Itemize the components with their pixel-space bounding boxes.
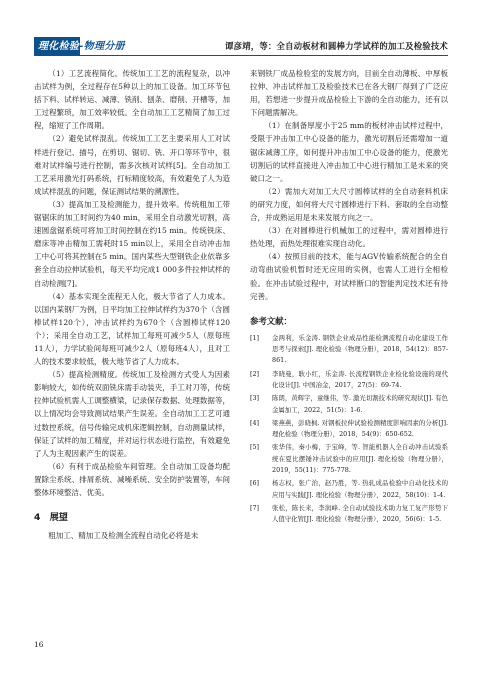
reference-number: [6] xyxy=(250,479,260,488)
reference-text: 李晓曼，耿小红，乐金涛. 长流程钢铁企业检化验设施的现代化设计[J]. 中国冶金，2017，27(5)：69-74. xyxy=(272,369,448,389)
left-column xyxy=(34,67,230,542)
reference-number: [5] xyxy=(250,443,260,452)
reference-text: 金两利，乐金涛. 钢铁企业成品性能检测流程自动化建设工作思考与探索[J]. 理化检验（物理分册），2018，54(12)：857-861. xyxy=(272,333,448,365)
paragraph: （6）有利于成品检验车间管理。全自动加工设备均配置除尘系统、排屑系统、减噪系统、安全防护装置等，车间整体环境整洁、优美。 xyxy=(34,461,230,497)
section-heading: 4 展望 xyxy=(34,512,68,524)
paragraph: （1）在制备厚度小于25 mm的板材冲击试样过程中，受限于冲击加工中心设备的能力，激光切割后还需增加一道锯床减薄工序，如何提升冲击加工中心设备的能力，使激光切割后的试样直接进入冲击加工中心进行精加工是未来的突破口之一。 xyxy=(250,121,448,183)
reference-number: [2] xyxy=(250,369,260,378)
reference-text: 张华伟，秦小梅，于宝峰，等. 智能机器人全自动冲击试验系统在夏比摆锤冲击试验中的应用[J]. 理化检验（物理分册），2019，55(11)：775-778. xyxy=(272,443,448,475)
paragraph: 粗加工、精加工及检测全流程自动化必将是未 xyxy=(48,531,199,541)
reference-item xyxy=(250,369,448,392)
paragraph: （3）在对圆棒进行机械加工的过程中，需对圆棒进行热处理，而热处理很难实现自动化。 xyxy=(250,226,448,249)
reference-item xyxy=(250,333,448,367)
reference-text: 杨志权，张广治，赵乃胜，等. 热轧成品检验中自动化技术的应用与实践[J]. 理化检验（物理分册），2022，58(10)：1-4. xyxy=(272,479,448,499)
paragraph: （2）避免试样混乱。传统加工工艺主要采用人工对试样进行登记、描号，在剪切、锯切、铣、开口等环节中，很难对试样编号进行控制，需多次核对试样[5]。全自动加工工艺采用激光打码系统，打标精度较高，有效避免了人为造成试样混乱的问题，保证测试结果的溯源性。 xyxy=(34,134,230,196)
reference-item xyxy=(250,442,448,476)
header-rule xyxy=(34,55,448,56)
journal-logo-sep: - xyxy=(79,41,84,52)
running-title: 谭彦靖，等：全自动板材和圆棒力学试样的加工及检验技术 xyxy=(225,41,448,51)
reference-item xyxy=(250,503,448,526)
page-header xyxy=(0,0,480,60)
reference-list xyxy=(250,333,448,526)
reference-number: [1] xyxy=(250,333,260,342)
journal-logo-right: 物理分册 xyxy=(83,41,125,52)
paragraph: 来钢铁厂成品检验室的发展方向，目前全自动薄板、中厚板拉伸、冲击试样加工及检验技术已在各大钢厂得到了广泛应用，若想进一步提升成品检验上下游的全自动能力，还有以下问题需解决。 xyxy=(250,69,448,118)
paragraph: （1）工艺流程简化。传统加工工艺的流程复杂，以冲击试样为例，全过程存在5种以上的加工设备。加工环节包括下料、试样转运、减薄、铣削、刨条、磨削、开槽等，加工过程繁琐，加工效率较低。全自动加工工艺精简了加工过程，缩短了工作周期。 xyxy=(34,69,230,131)
reference-number: [3] xyxy=(250,394,260,403)
reference-text: 陈朗，黄辉宇，童继伟，等. 激光切割技术的研究现状[J]. 有色金属加工，2022，51(5)：1-6. xyxy=(272,394,448,414)
right-column xyxy=(250,67,448,528)
reference-number: [4] xyxy=(250,418,260,427)
page-number: 16 xyxy=(34,640,44,649)
journal-logo xyxy=(38,38,142,55)
references-heading: 参考文献： xyxy=(250,315,292,326)
reference-text: 梁燕燕，彭晓枫. 对钢板拉伸试验检测精度影响因素的分析[J]. 理化检验（物理分册），2018，54(9)：650-652. xyxy=(272,418,448,439)
reference-number: [7] xyxy=(250,503,260,512)
paragraph: （2）需加大对加工大尺寸圆棒试样的全自动套料机床的研究力度，如何将大尺寸圆棒进行下料、套取的全自动整合，并成熟运用是未来发展方向之一。 xyxy=(250,186,448,223)
paragraph: （4）按照目前的技术，能与AGV传输系统配合的全自动弯曲试验机暂时还无应用的实例，也需人工进行全相检验。在冲击试验过程中，对试样断口的智能判定技术还有待完善。 xyxy=(250,252,448,301)
paragraph: （3）提高加工及检测能力，提升效率。传统粗加工带锯锯床的加工时间约为40 min，采用全自动激光切割，高速圆盘锯系统可将加工时间控制在约15 min。传统铣床、磨床等冲击精加工需耗时15 min以上，采用全自动冲击加工中心可将其控制在5 min。国内某些大型钢铁企业依靠多套全自动拉伸试验机，每天平均完成1 000多件拉伸试样的自动检测[7]。 xyxy=(34,199,230,288)
journal-logo-left: 理化检验 xyxy=(38,41,80,52)
paragraph: （5）提高检测精度。传统加工及检测方式受人为因素影响较大，如传统双面铣床需手动装夹，手工对刀等，传统拉伸试验机需人工调整横梁，记录保存数据、处理数据等，以上情况均会导致测试结果产生误差。全自动加工工艺可通过数控系统，信号传输完成机床逻辑控制，自动测量试样，保证了试样的加工精度，并对运行状态进行监控，有效避免了人为主观因素产生的误差。 xyxy=(34,370,230,458)
reference-item xyxy=(250,393,448,416)
reference-item xyxy=(250,418,448,441)
paragraph: （4）基本实现全流程无人化，极大节省了人力成本。以国内某钢厂为例，日平均加工拉伸试样约为370个（含圆棒试样120个），冲击试样约为670个（含圆棒试样120个）；采用全自动工艺，试样加工每班可减少5人（原每班11人），力学试验间每班可减少2人（原每班4人），且对工人的技术要求较低，极大地节省了人力成本。 xyxy=(34,291,230,367)
reference-item xyxy=(250,478,448,501)
reference-text: 张松，陈长来，李润峰. 全自动试验技术助力复工复产形势下人值守化管[J]. 理化检验（物理分册），2020，56(6)：1-5. xyxy=(272,503,448,524)
